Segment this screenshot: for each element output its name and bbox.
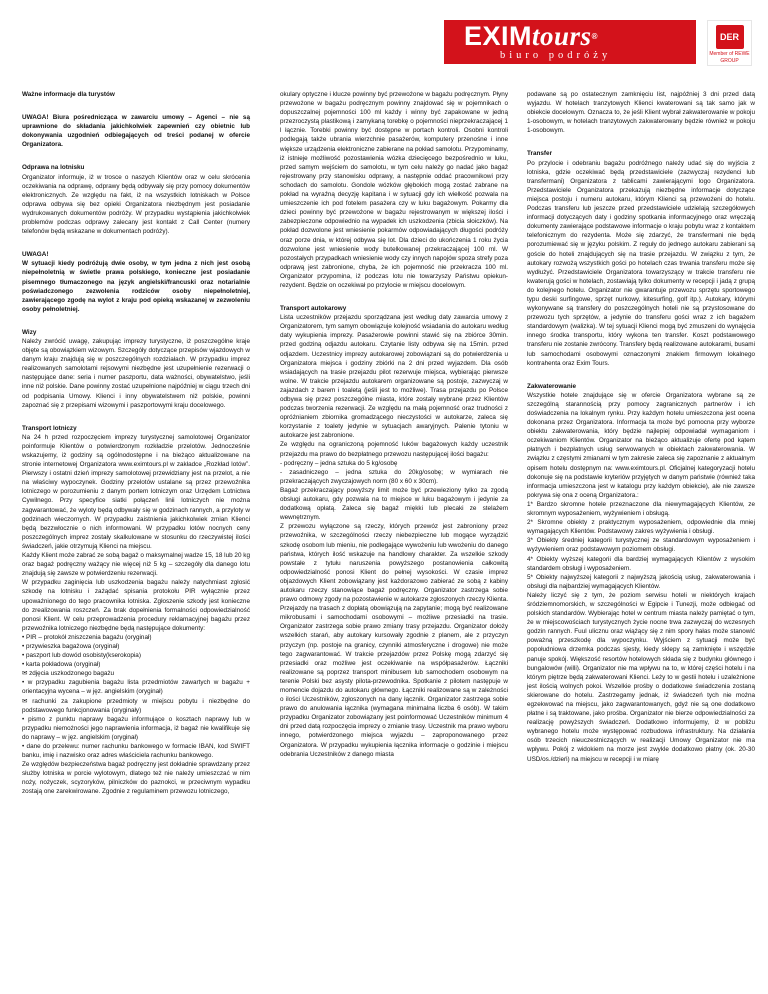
air-transport-heading: Transport lotniczy [22,424,77,432]
coach-baggage-text: Ze względu na ograniczoną pojemność luków bagażowych każdy uczestnik przejazdu ma prawo do bezpłatnego przewozu następującej ilości bagażu: [280,441,508,458]
coach-transport-text: Lista uczestników przejazdu sporządzana jest według daty zawarcia umowy z Organizatorem, tym samym obowiązuje kolejność wsiadania do autokaru według daty wykupienia imprezy. Pasażerowie powinni stawić się na zbiórce 30min. przed godziną odjazdu autokaru. Czytanie listy odbywa się na 15min. przed odjazdem. Uczestnicy imprezy autokarowej zobowiązani są do potwierdzenia u Organizatora miejsca i godziny zbiórki na 2 dni przed wyjazdem. Dla osób wsiadających na trasie przejazdu pilot rezerwuje miejsca, wybierając pierwsze wolne. W trakcie przejazdu autokarem organizowane są postoje, zazwyczaj w zajazdach z barem i toaletą (jeśli jest to możliwe). Trasa przejazdu po Polsce odbywa się przez poszczególne miasta, które zostały wybrane przez Klientów podczas tworzenia rezerwacji. Ze względu na małą pojemność oraz trudności z opróżnianiem zbiornika gromadzącego nieczystości w autokarze, zaleca się korzystanie z toalety jedynie w sytuacjach awaryjnych. Palenie tytoniu w autokarze jest zabronione. [280,314,508,440]
transfer-heading: Transfer [527,150,553,158]
lost-baggage-text: W przypadku zaginięcia lub uszkodzenia bagażu należy natychmiast zgłosić szkodę na lotnisku i zażądać spisania protokołu PIR wyłącznie przez upoważnionego do tego pracownika lotniska. Zgłoszenie szkody jest konieczne do zrealizowania roszczeń. Za brak dopełnienia formalności odpowiedzialność ponosi Klient. W celu przeprowadzenia procedury reklamacyjnej bagażu przez przewoźnika lotniczego niezbędne będą następujące dokumenty: [22,579,250,632]
logo-exim: EXIM [464,21,533,51]
column-left [22,90,250,805]
coach-transport-heading: Transport autokarowy [280,305,347,313]
documents-list [22,633,250,760]
list-item: • dane do przelewu: numer rachunku bankowego w formacie IBAN, kod SWIFT banku, imię i nazwisko oraz adres właściciela rachunku bankowego. [22,743,250,760]
list-item: 4* Obiekty wyższej kategorii dla bardziej wymagających Klientów z wysokim standardem obsługi i wyposażeniem. [527,555,755,572]
uwaga-agents-text: UWAGA! Biura pośrednicząca w zawarciu umowy – Agenci – nie są uprawnione do składania jakichkolwiek zapewnień czy obietnic lub dokonywania uzgodnień odbiegających od treści podanej w ofercie Organizatora. [22,114,250,149]
list-item: - zasadniczego – jedna sztuka do 20kg/osobę; w wymiarach nie przekraczających zwyczajowych norm (80 x 60 x 30cm). [280,468,508,485]
airport-heading: Odprawa na lotnisku [22,164,85,172]
list-item: • karta pokładowa (oryginał) [22,661,101,669]
der-partner-logo [707,20,752,66]
logo-tours: tours [532,21,592,51]
uwaga-minor-text: W sytuacji kiedy podróżują dwie osoby, w tym jedna z nich jest osobą niepełnoletnią w świetle prawa polskiego, konieczne jest posiadanie pisemnego tłumaczonego na język angielski/francuski oraz notarialnie poświadczonego zezwolenia rodziców osoby niepełnoletniej, zawierającego zgodę na wylot z kraju pod opieką wskazanej w zezwoleniu osoby pełnoletniej. [22,260,250,313]
list-item: ✉ zdjęcia uszkodzonego bagażu [22,670,115,678]
column-middle [280,90,508,767]
der-caption: Member of REWE GROUP [709,51,750,64]
uwaga-heading: UWAGA! [22,251,49,259]
logo-tagline: biuro podróży [500,50,612,61]
hand-luggage-text: Ze względów bezpieczeństwa bagaż podręczny jest dokładnie sprawdzany przez służby lotniska w porcie wylotowym, dlatego też nie należy umieszczać w nim noży, nożyczek, scyzoryków, pilniczków do paznokci, w przeciwnym wypadku zostają one zarekwirowane. Zgodnie z regulaminem przewozu lotniczego, [22,761,250,796]
baggage-limit-text: Każdy Klient może zabrać ze sobą bagaż o maksymalnej wadze 15, 18 lub 20 kg oraz bagaż podręczny ważący nie więcej niż 5 kg – szczegóły dla danego lotu znajdują się zawsze w potwierdzeniu rezerwacji. [22,552,250,578]
der-mark: DER [716,25,744,49]
hotel-category-list [527,500,755,591]
list-item: 3* Obiekty średniej kategorii turystycznej ze standardowym wyposażeniem i wyżywieniem oraz podstawowym poziomem obsługi. [527,537,755,554]
hand-luggage-continued: okulary optyczne i klucze powinny być przewożone w bagażu podręcznym. Płyny przewożone w bagażu podręcznym powinny znajdować się w pojemnikach o dopuszczalnej pojemności 100 ml każdy i winny być zapakowane w jedną przezroczystą plastikową i zamykaną torebkę o pojemności nieprzekraczającej 1 l łącznie. Torebki powinny być dostępne w portach kontroli. Osobni kontroli podlegają także ubrania wierzchnie pasażerów, komputery przenośne i inne większe urządzenia elektroniczne zabierane na pokład samolotu. Przypominamy, iż istnieje możliwość pozostawienia wózka dziecięcego bezpośrednio w luku, przed samym wejściem do samolotu, w tym celu należy go nadać jako bagaż rejestrowany przy stanowisku odprawy, a następnie oddać pracownikowi przy schodach do samolotu. Gondole wózków głębokich mogą zostać zabrane na pokład na wyraźną decyzję kapitana i w sytuacji gdy ich wielkość pozwala na umieszczenie ich pod fotelem pasażera czy w luku bagażowym. Pokarmy dla dzieci powinny być przewożone w bagażu rejestrowanym w większej ilości i zabezpieczone odpowiednio na wypadek ich uszkodzenia (zbicia słoiczków). Na pokład dozwolone jest wniesienie pokarmów odpowiadających długości podróży oraz porze dnia, w której odbywa się lot. Dla dzieci do ukończenia 1 roku życia dozwolone jest wniesienie wody butelkowanej przekraczającej 100 ml. W pozostałych przypadkach wniesienie wody czy innych napojów spoza strefy poza odprawą jest zabronione, chyba, że ich pojemność nie przekracza 100 ml. Organizator przypomina, iż podczas lotu nie towarzyszy Państwu opiekun-rezydent. Będzie on oczekiwał po przylocie w miejscu docelowym. [280,91,508,289]
visa-text: Należy zwrócić uwagę, zakupując imprezy turystyczne, iż poszczególne kraje objęte są obowiązkiem wizowym. Szczegóły dotyczące przepisów wjazdowych w danym kraju znajdują się w poszczególnych rozdziałach. W przypadku imprez realizowanych samolotami rejsowymi niezbędne jest uzupełnienie rezerwacji o następujące dane: seria i numer paszportu, data ważności, obywatelstwo, jeśli inne niż polskie. Dane powinny zostać uzupełnione najpóźniej w ciągu trzech dni od podpisania Umowy. Klienci i inny obywatelstwem niż polskie, powinni zapoznać się z przepisami wizowymi i paszportowymi kraju docelowego. [22,337,250,409]
list-item: • pismo z punktu naprawy bagażu informujące o kosztach naprawy lub w przypadku niemożności jego naprawienia informacja, iż bagaż nie kwalifikuje się do naprawy – w jęz. angielskim (oryginał) [22,715,250,741]
list-item: 1* Bardzo skromne hotele przeznaczone dla niewymagających Klientów, ze skromnym wyposażeniem, wyżywieniem i obsługą. [527,500,755,518]
transit-hotels-text: podawane są po ostatecznym zamknięciu list, najpóźniej 3 dni przed datą wyjazdu. W hotelach tranzytowych Klienci kwaterowani są tak samo jak w obiekcie docelowym. Oznacza to, że jeśli Klient wybrał zakwaterowanie w pokoju 1-osobowym, w hotelach tranzytowych zakwaterowany będzie również w pokoju 1-osobowym. [527,91,755,135]
coach-baggage-list [280,459,508,523]
transfer-text: Po przylocie i odebraniu bagażu podróżnego należy udać się do wyjścia z lotniska, gdzie oczekiwać będą przedstawiciele (zazwyczaj rezydenci lub transfermani) Organizatora z tablicami zawierającymi logo Organizatora. Przedstawiciele Organizatora przekazują niezbędne informacje dotyczące miejsca postoju i numeru autokaru, którym Klienci są przewożeni do hotelu. Podczas transferu lub jeszcze przed przedstawiciele udzielają szczegółowych informacji dotyczących daty i godziny spotkania informacyjnego oraz wręczają dokumenty zawierające podstawowe informacje o kraju pobytu wraz z kontaktem telefonicznym do rezydenta. Może się zdarzyć, że transfermani nie będą porozumiewać się w języku polskim. Z reguły do jednego autokaru zabierani są goście do hoteli znajdujących się na trasie przejazdu. W związku z tym, że autokary rozwożą wszystkich gości po hotelach czas trwania transferu może się wydłużyć. Przedstawiciele Organizatora towarzyszący w trakcie transferu nie kwaterują gości w hotelach, zostawiają tylko dokumenty w recepcji i jadą z grupą do kolejnego hotelu. Organizator nie gwarantuje przewozu sprzętu sportowego typu deski surfingowe, sprzęt nurkowy, kitesurfing, golf itp.). Autokary, którymi wykonywane są transfery do poszczególnych hoteli nie są przystosowane do przewozu tych sprzętów, a jedynie do transferu gości wraz z ich bagażem standardowym (walizka). W tej sytuacji Klienci mogą być zmuszeni do wynajęcia innego środka transportu, który wykona ten transfer. Koszt podstawowego transferu nie zostanie zwrócony. Transfery będą realizowane autokarami, busami lub samochodami osobowymi oznaczonymi znakiem firmowym lokalnego kontrahenta oraz Exim Tours. [527,159,755,367]
list-item: • PIR – protokół zniszczenia bagażu (oryginał) [22,633,152,641]
list-item: • przywieszka bagażowa (oryginał) [22,642,120,650]
list-item: • w przypadku zagubienia bagażu lista przedmiotów zawartych w bagażu + orientacyjna wycena – w jęz. angielskim (oryginał) [22,679,250,696]
visa-heading: Wizy [22,328,37,336]
list-item: 2* Skromne obiekty z praktycznym wyposażeniem, odpowiednie dla mniej wymagających Klientów. Podstawowy zakres wyżywienia i obsługi. [527,519,755,536]
column-right [527,90,755,772]
logo-wordmark [464,23,696,50]
page-header [0,0,768,80]
list-item: ✉ rachunki za zakupione przedmioty w miejscu pobytu i niezbędne do podstawowego funkcjonowania (oryginały) [22,697,250,714]
document-body [0,90,768,990]
accommodation-heading: Zakwaterowanie [527,382,577,390]
hotel-notes-text: Należy liczyć się z tym, że poziom serwisu hoteli w niektórych krajach śródziemnomorskich, w szczególności w Egipcie i Tunezji, może odbiegać od polskich standardów. Wybierając hotel w centrum miasta należy pamiętać o tym, że w miejscowościach turystycznych życie nocne trwa zazwyczaj do wczesnych godzin rannych. Fuul ulicznu oraz wiążący się z nim spory hałas może stanowić poważną przeszkodę dla wypoczynku. Wyjściem z sytuacji może być popołudniowa drzemka podczas sjesty, kiedy sklepy są zamknięte i wszędzie panuje spokój. Większość resortów hotelowych składa się z budynku głównego i bungalowów (willi). Organizator nie ma wpływu na to, w której części hotelu i na którym piętrze będą zakwaterowani Klienci. Leży to w gestii hotelu i uzależnione jest ilością wolnych pokoi. Wszelkie prośby o dodatkowe świadczenia zostaną skierowane do hotelu. Zastrzegamy jednak, iż świadczeń tych nie można egzekwować na miejscu, jako zagwarantowanych, gdyż nie są one dodatkowo płatne i są traktowane, jako prośba. Organizator nie bierze odpowiedzialności za realizację powyższych świadczeń. Dodatkowo informujemy, iż w pobliżu wybranego hotelu może występować rozbudowa infrastruktury. Na działania osób trzecich nieuczestniczących w realizacji Umowy Organizator nie ma wpływu. Pokój z widokiem na morze jest zwykle dodatkowo płatny (ok. 20-30 USD/os./dzień) na miejscu w recepcji i w miarę [527,591,755,763]
list-item: Bagaż przekraczający powyższy limit może być przewieziony tylko za zgodą obsługi autokaru, gdy pozwala na to miejsce w luku bagażowym i jedynie za dodatkową opłatą. Zaleca się bagaż miękki lub plecaki ze stelażem wewnętrznym. [280,486,508,522]
important-heading: Ważne informacje dla turystów [22,91,115,98]
list-item: - podręczny – jedna sztuka do 5 kg/osobę [280,459,398,467]
logo-registered: ® [591,32,598,41]
air-transport-text: Na 24 h przed rozpoczęciem imprezy turystycznej samolotowej Organizator poinformuje Klientów o potwierdzonym rozkładzie przelotów. Jednocześnie wskazujemy, iż godziny są ogólnodostępne i na bieżąco aktualizowane na stronie internetowej Organizatora www.eximtours.pl w zakładce „Rozkład lotów”. Pierwszy i ostatni dzień imprezy samolotowej przewidziany jest na przelot, a nie na właściwy wypoczynek. Godziny przelotów ustalane są przez przewoźnika lotniczego w porozumieniu z danym portem lotniczym oraz Urzędem Lotnictwa Cywilnego. Przy specyfice siatki połączeń linii lotniczych nie można zagwarantować, że wyloty będą odbywały się w godzinach rannych, a przyloty w godzinach wieczornych. W przypadku zaistnienia jakichkolwiek zmian Klienci będą bezzwłocznie o nich informowani. W przypadku lotów nocnych ceny poszczególnych imprez zostały skalkulowane w stosunku do rzeczywistej ilości świadczeń, jakie otrzymują Klienci na miejscu. [22,433,250,550]
list-item: 5* Obiekty najwyższej kategorii z najwyższą jakością usług, zakwaterowania i obsługi dla najbardziej wymagających Klientów. [527,573,755,590]
list-item: • paszport lub dowód osobisty(kserokopia) [22,652,141,660]
airport-text: Organizator informuje, iż w trosce o naszych Klientów oraz w celu skrócenia oczekiwania na odprawę, odprawy będą odbywały się przy pomocy dokumentów elektronicznych. Ze względu na fakt, iż na wszystkich lotniskach w Polsce odprawa odbywa się bez opieki Organizatora niezbędnym jest posiadanie wydrukowanych dokumentów podróży. W przypadku wystąpienia jakichkolwiek problemów podczas odprawy zalecany jest kontakt z Call Center (numery telefonów będą wskazane w dokumentach podróży). [22,173,250,236]
coach-more-text: Z przewozu wyłączone są rzeczy, których przewóz jest zabroniony przez przewoźnika, w szczególności rzeczy niebezpieczne lub mogące wyrządzić szkodę osobom lub mieniu, nie podlegające wywożeniu lub wwożeniu do danego państwa, których ilość wskazuje na handlowy charakter. Za wszelkie szkody powstałe z tytułu naruszenia powyższego postanowienia całkowitą odpowiedzialność ponosi Klient do pełnej wysokości. W czasie imprez objazdowych Klient zobowiązany jest każdorazowo zabierać ze sobą z kabiny autokaru rzeczy stanowiące bagaż podręczny. Organizator zastrzega sobie prawo odmowy zgody na pozostawienie w autokarze zgłoszonych rzeczy Klienta. Przejazdy na trasach z dopłatą obowiązują na zapytanie; mogą być realizowane mikrobusami i samochodami osobowymi – możliwe przesiadki na trasie. Organizator zastrzega sobie prawo zmiany trasy przejazdu. Organizator dołoży wszelkich starań, aby autokary kursowały zgodnie z planem, ale z przyczyn przyczyn (np. postoje na granicy, czynniki atmosferyczne i drogowe) nie może tego zagwarantować. W trakcie przejazdów przez Polskę mogą zdarzyć się przesiadki oraz możliwe jest oczekiwanie na współpasażerów. Łączniki realizowane są poprzez transport minibusem lub samochodem osobowym na terenie Polski bez asysty pilota-przewodnika. Spotkanie z pilotem następuje w momencie dojazdu do autokaru głównego. Łączniki realizowane są w zależności o ilości Uczestników, zgłoszonych na dany łącznik. Organizator zastrzega sobie prawo do anulowania łącznika (wymagana minimalna liczba 6 osób). W takim przypadku Organizator zobowiązany jest poinformować Uczestników minimum 4 dni przed datą rozpoczęcia imprezy o zmianie trasy. Uczestnik ma prawo wyboru innego, potwierdzonego miejsca wyjazdu – zaproponowanego przez Organizatora. W przypadku wykupienia łącznika informacje o godzinie i miejscu odebrania Uczestników z danego miasta [280,523,508,758]
accommodation-text: Wszystkie hotele znajdujące się w ofercie Organizatora wybrane są ze szczególną starannością przy pomocy zagranicznych partnerów i ich doświadczenia na lokalnym rynku. Przy każdym hotelu umieszczona jest ocena dokonana przez Organizatora. Informacja ta może być pomocna przy wyborze obiektu zakwaterowania, który będzie najlepiej odpowiadał wymaganiom i oczekiwaniom Klientów. Organizator na bieżąco aktualizuje ofertę pod kątem płatnych i bezpłatnych usług serwowanych w obiektach zakwaterowania. W związku z częstymi zmianami w tym zakresie zaleca się zapoznanie z aktualnym opisem hotelu dostępnym na: www.eximtours.pl. Oficjalnej kategoryzacji hotelu dokonuje się na podstawie kryteriów przyjętych w danym państwie (również taka informacja umieszczona jest w katalogu przy każdym obiekcie), ale nie zawsze pokrywa się ona z oceną Organizatora.: [527,391,755,499]
exim-tours-logo [444,20,696,64]
